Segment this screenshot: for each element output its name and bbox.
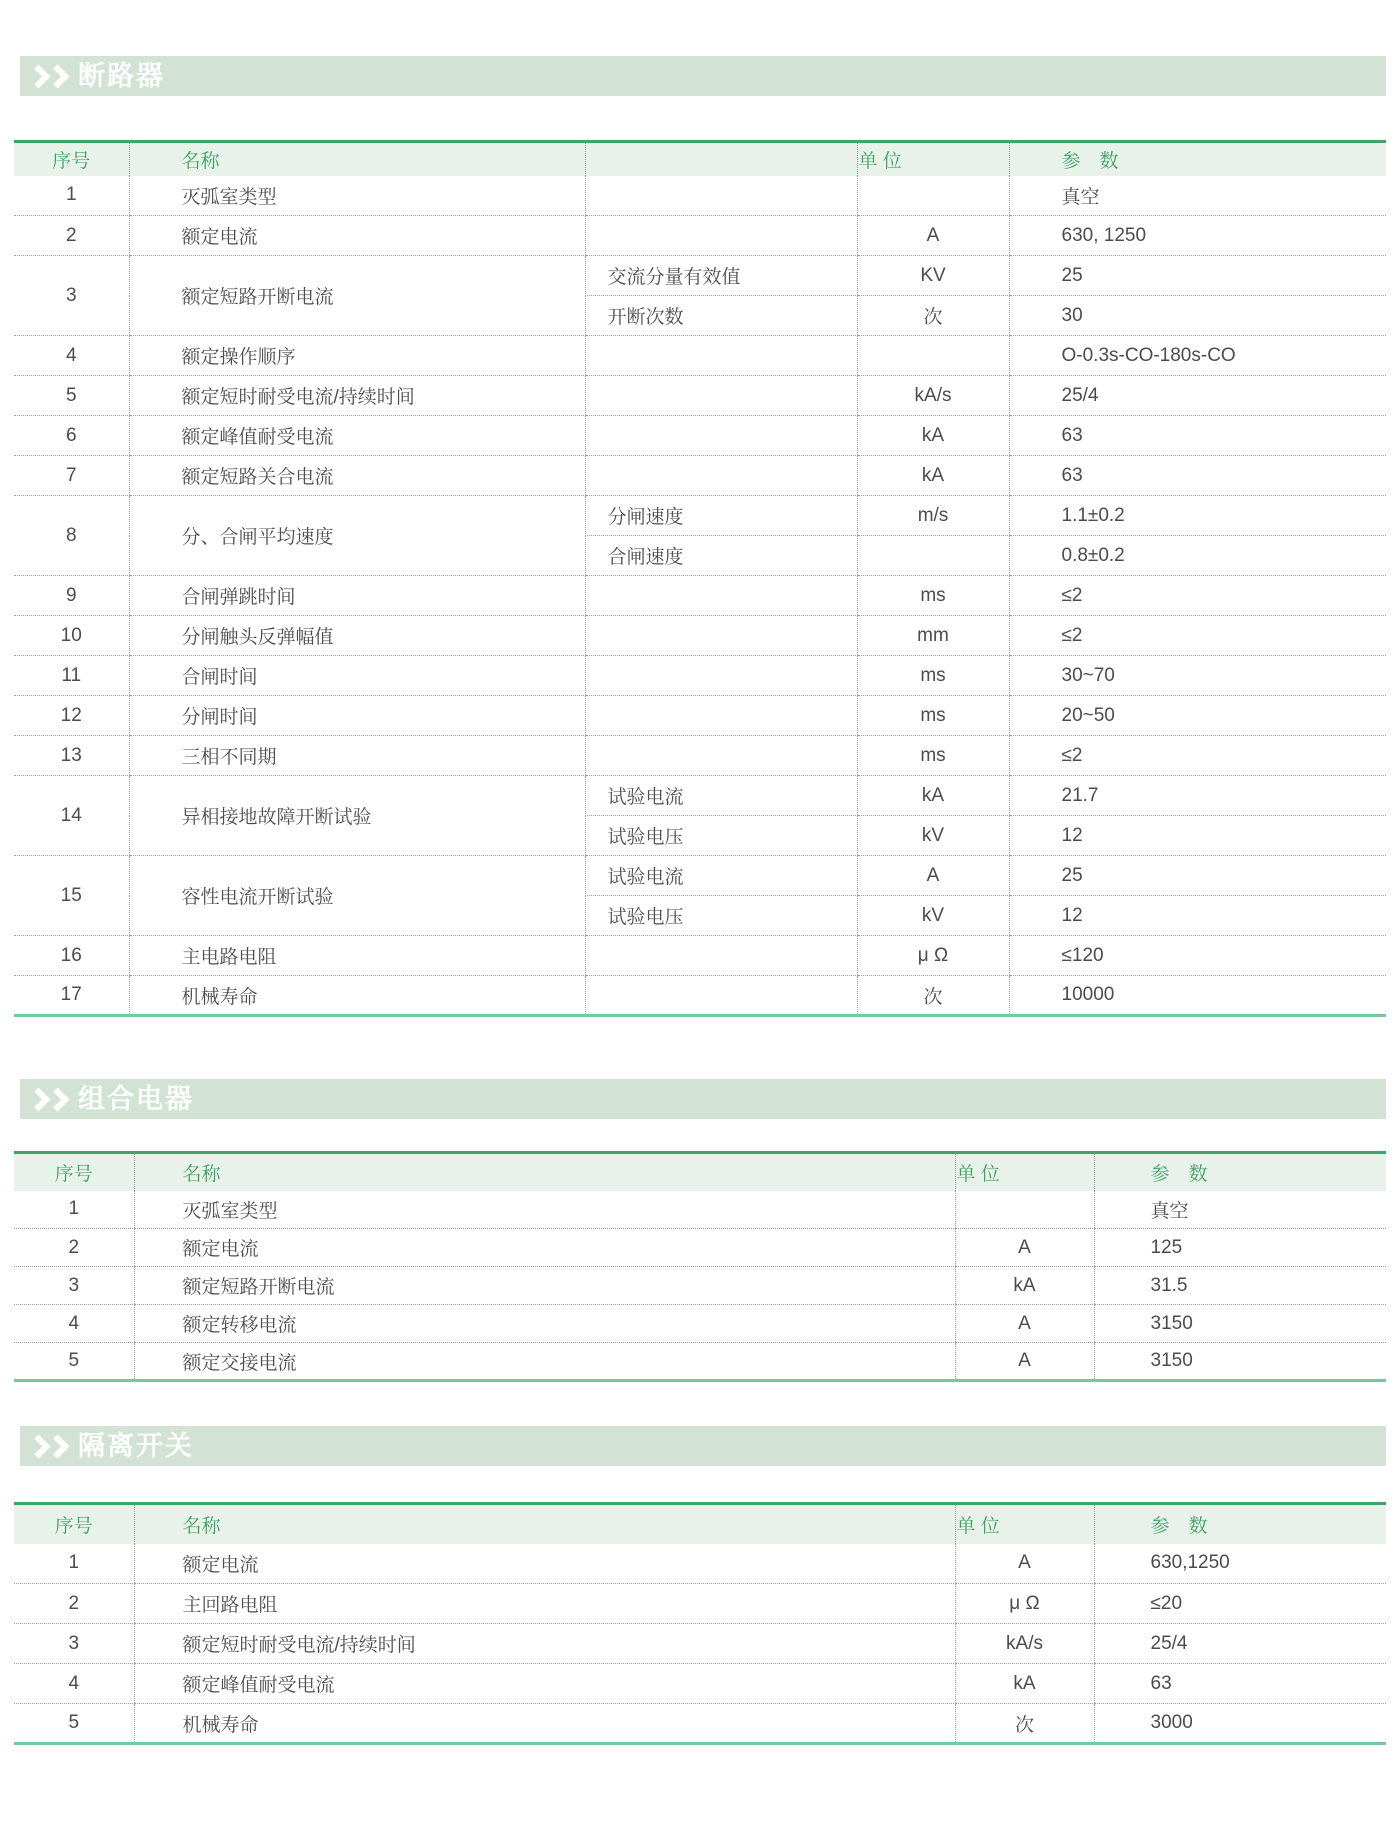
table-row: [14, 656, 1386, 696]
table-row: [14, 1584, 1386, 1624]
cell-sub-item: [585, 456, 857, 496]
section-header-band: [20, 56, 1386, 96]
cell-parameter: 63: [1009, 416, 1386, 456]
cell-sub-item: [585, 176, 857, 216]
cell-name: 分闸时间: [129, 696, 585, 736]
cell-row-number: 5: [14, 376, 129, 416]
cell-parameter: 3150: [1094, 1305, 1386, 1343]
section-disconnector: [0, 1426, 1400, 1745]
cell-row-number: 2: [14, 1584, 134, 1624]
cell-row-number: 16: [14, 936, 129, 976]
cell-unit: μ Ω: [857, 936, 1009, 976]
cell-parameter: 3150: [1094, 1343, 1386, 1381]
cell-name: 合闸时间: [129, 656, 585, 696]
cell-row-number: 4: [14, 1305, 134, 1343]
col-header-param: 参 数: [1009, 142, 1386, 176]
cell-parameter: 25/4: [1009, 376, 1386, 416]
cell-name: 合闸弹跳时间: [129, 576, 585, 616]
section-title: 断路器: [78, 61, 165, 91]
cell-row-number: 1: [14, 1191, 134, 1229]
cell-sub-item: 交流分量有效值: [585, 256, 857, 296]
col-header-param: 参 数: [1094, 1504, 1386, 1544]
cell-sub-item: [585, 656, 857, 696]
table-row: [14, 776, 1386, 816]
cell-unit: ms: [857, 656, 1009, 696]
col-header-unit: 单 位: [955, 1153, 1094, 1191]
cell-parameter: 10000: [1009, 976, 1386, 1016]
cell-unit: m/s: [857, 496, 1009, 536]
cell-unit: ms: [857, 576, 1009, 616]
cell-row-number: 5: [68, 1712, 80, 1733]
cell-row-number: 12: [14, 696, 129, 736]
cell-sub-item: 试验电压: [585, 896, 857, 936]
cell-name: 异相接地故障开断试验: [129, 776, 585, 856]
cell-unit: kA: [857, 456, 1009, 496]
cell-row-number: 8: [14, 496, 129, 576]
cell-unit: [955, 1191, 1094, 1229]
table-row: [14, 576, 1386, 616]
table-row: [14, 456, 1386, 496]
cell-unit: A: [857, 216, 1009, 256]
cell-row-number: 1: [14, 176, 129, 216]
cell-name: 额定短路开断电流: [129, 256, 585, 336]
cell-sub-item: [585, 936, 857, 976]
col-header-no: 序号: [14, 1504, 134, 1544]
cell-name: 额定峰值耐受电流: [129, 416, 585, 456]
cell-parameter: ≤20: [1094, 1584, 1386, 1624]
cell-unit: KV: [857, 256, 1009, 296]
table-row: [14, 1704, 1386, 1744]
cell-sub-item: [585, 736, 857, 776]
cell-sub-item: 开断次数: [585, 296, 857, 336]
spec-table-disconnector: [14, 1502, 1386, 1745]
cell-name: 额定短时耐受电流/持续时间: [129, 376, 585, 416]
cell-name: 机械寿命: [134, 1704, 955, 1744]
cell-row-number: 2: [14, 1229, 134, 1267]
table-row: [14, 1191, 1386, 1229]
table-row: [14, 376, 1386, 416]
cell-name: 额定电流: [134, 1544, 955, 1584]
cell-name: 额定操作顺序: [129, 336, 585, 376]
spec-table-circuit-breaker: [14, 140, 1386, 1017]
cell-unit: kV: [857, 816, 1009, 856]
cell-row-number: 10: [14, 616, 129, 656]
col-header-unit: 单 位: [857, 142, 1009, 176]
cell-parameter: O-0.3s-CO-180s-CO: [1009, 336, 1386, 376]
table-row: [14, 1544, 1386, 1584]
cell-parameter: 3000: [1094, 1704, 1386, 1744]
col-header-name: 名称: [134, 1504, 955, 1544]
section-header-band: [20, 1426, 1386, 1466]
cell-parameter: 30: [1009, 296, 1386, 336]
cell-unit: kA/s: [955, 1624, 1094, 1664]
double-chevron-icon: [30, 1091, 60, 1108]
cell-unit: 次: [857, 296, 1009, 336]
cell-row-number: 3: [14, 1267, 134, 1305]
table-row: [14, 1229, 1386, 1267]
cell-parameter: 12: [1009, 816, 1386, 856]
cell-name: 额定峰值耐受电流: [134, 1664, 955, 1704]
cell-name: 灭弧室类型: [134, 1191, 955, 1229]
cell-name: 机械寿命: [129, 976, 585, 1016]
table-row: [14, 976, 1386, 1016]
cell-parameter: 真空: [1009, 176, 1386, 216]
cell-row-number: 9: [14, 576, 129, 616]
table-row: [14, 416, 1386, 456]
cell-row-number: 5: [68, 1350, 80, 1371]
col-header-no: 序号: [14, 142, 129, 176]
cell-name: 额定短时耐受电流/持续时间: [134, 1624, 955, 1664]
cell-unit: μ Ω: [955, 1584, 1094, 1624]
cell-unit: A: [955, 1343, 1094, 1381]
cell-unit: A: [955, 1229, 1094, 1267]
cell-row-number: 14: [14, 776, 129, 856]
cell-sub-item: 试验电流: [585, 776, 857, 816]
table-row: [14, 216, 1386, 256]
cell-parameter: 30~70: [1009, 656, 1386, 696]
cell-parameter: 25: [1009, 256, 1386, 296]
table-row: [14, 1624, 1386, 1664]
cell-row-number: 17: [60, 984, 82, 1005]
cell-sub-item: 试验电流: [585, 856, 857, 896]
table-row: [14, 736, 1386, 776]
cell-parameter: 25: [1009, 856, 1386, 896]
cell-parameter: 63: [1009, 456, 1386, 496]
section-circuit-breaker: [0, 56, 1400, 1017]
spec-table-combined-apparatus: [14, 1151, 1386, 1382]
cell-unit: A: [955, 1305, 1094, 1343]
cell-unit: A: [955, 1544, 1094, 1584]
cell-name: 容性电流开断试验: [129, 856, 585, 936]
cell-parameter: 真空: [1094, 1191, 1386, 1229]
cell-sub-item: [585, 376, 857, 416]
col-header-unit: 单 位: [955, 1504, 1094, 1544]
cell-name: 额定电流: [134, 1229, 955, 1267]
cell-sub-item: [585, 696, 857, 736]
cell-name: 额定转移电流: [134, 1305, 955, 1343]
cell-name: 额定电流: [129, 216, 585, 256]
table-row: [14, 1267, 1386, 1305]
section-title: 隔离开关: [78, 1431, 194, 1461]
cell-sub-item: [585, 216, 857, 256]
section-header-band: [20, 1079, 1386, 1119]
table-row: [14, 256, 1386, 296]
cell-parameter: 125: [1094, 1229, 1386, 1267]
cell-name: 额定交接电流: [134, 1343, 955, 1381]
col-header-name: 名称: [129, 142, 585, 176]
cell-parameter: ≤2: [1009, 616, 1386, 656]
cell-sub-item: [585, 576, 857, 616]
cell-parameter: 12: [1009, 896, 1386, 936]
table-row: [14, 336, 1386, 376]
cell-name: 额定短路关合电流: [129, 456, 585, 496]
cell-row-number: 11: [14, 656, 129, 696]
col-header-no: 序号: [14, 1153, 134, 1191]
cell-unit: 次: [857, 976, 1009, 1016]
cell-unit: [857, 536, 1009, 576]
cell-parameter: 0.8±0.2: [1009, 536, 1386, 576]
cell-unit: kA: [955, 1267, 1094, 1305]
section-title: 组合电器: [78, 1084, 194, 1114]
table-row: [14, 696, 1386, 736]
cell-row-number: 4: [14, 1664, 134, 1704]
cell-name: 主电路电阻: [129, 936, 585, 976]
cell-sub-item: [585, 976, 857, 1016]
table-row: [14, 1343, 1386, 1381]
cell-row-number: 3: [14, 1624, 134, 1664]
cell-name: 灭弧室类型: [129, 176, 585, 216]
cell-unit: [857, 176, 1009, 216]
cell-unit: kA: [857, 416, 1009, 456]
cell-parameter: 630,1250: [1094, 1544, 1386, 1584]
table-row: [14, 1664, 1386, 1704]
col-header-name: 名称: [134, 1153, 955, 1191]
cell-unit: mm: [857, 616, 1009, 656]
cell-unit: kA: [955, 1664, 1094, 1704]
cell-row-number: 6: [14, 416, 129, 456]
cell-parameter: ≤2: [1009, 736, 1386, 776]
cell-row-number: 3: [14, 256, 129, 336]
double-chevron-icon: [30, 68, 60, 85]
cell-sub-item: [585, 416, 857, 456]
cell-unit: kA: [857, 776, 1009, 816]
cell-row-number: 13: [14, 736, 129, 776]
cell-parameter: 1.1±0.2: [1009, 496, 1386, 536]
cell-unit: ms: [857, 696, 1009, 736]
cell-parameter: 20~50: [1009, 696, 1386, 736]
cell-parameter: 63: [1094, 1664, 1386, 1704]
cell-unit: A: [857, 856, 1009, 896]
cell-unit: kV: [857, 896, 1009, 936]
table-row: [14, 616, 1386, 656]
section-combined-apparatus: [0, 1079, 1400, 1382]
cell-unit: ms: [857, 736, 1009, 776]
cell-sub-item: 试验电压: [585, 816, 857, 856]
cell-name: 主回路电阻: [134, 1584, 955, 1624]
table-row: [14, 936, 1386, 976]
table-header-row: [14, 1153, 1386, 1191]
cell-sub-item: [585, 616, 857, 656]
cell-row-number: 15: [14, 856, 129, 936]
cell-row-number: 1: [14, 1544, 134, 1584]
table-row: [14, 1305, 1386, 1343]
table-row: [14, 496, 1386, 536]
cell-unit: kA/s: [857, 376, 1009, 416]
cell-parameter: 630, 1250: [1009, 216, 1386, 256]
cell-name: 额定短路开断电流: [134, 1267, 955, 1305]
cell-row-number: 4: [14, 336, 129, 376]
cell-name: 分闸触头反弹幅值: [129, 616, 585, 656]
table-header-row: [14, 1504, 1386, 1544]
col-header-sub: [585, 142, 857, 176]
double-chevron-icon: [30, 1438, 60, 1455]
table-row: [14, 856, 1386, 896]
cell-name: 三相不同期: [129, 736, 585, 776]
cell-row-number: 7: [14, 456, 129, 496]
cell-sub-item: 合闸速度: [585, 536, 857, 576]
cell-parameter: 25/4: [1094, 1624, 1386, 1664]
cell-unit: [857, 336, 1009, 376]
cell-parameter: ≤2: [1009, 576, 1386, 616]
table-header-row: [14, 142, 1386, 176]
cell-parameter: 21.7: [1009, 776, 1386, 816]
cell-unit: 次: [955, 1704, 1094, 1744]
cell-row-number: 2: [14, 216, 129, 256]
col-header-param: 参 数: [1094, 1153, 1386, 1191]
table-row: [14, 176, 1386, 216]
cell-sub-item: [585, 336, 857, 376]
cell-name: 分、合闸平均速度: [129, 496, 585, 576]
cell-parameter: ≤120: [1009, 936, 1386, 976]
cell-parameter: 31.5: [1094, 1267, 1386, 1305]
cell-sub-item: 分闸速度: [585, 496, 857, 536]
